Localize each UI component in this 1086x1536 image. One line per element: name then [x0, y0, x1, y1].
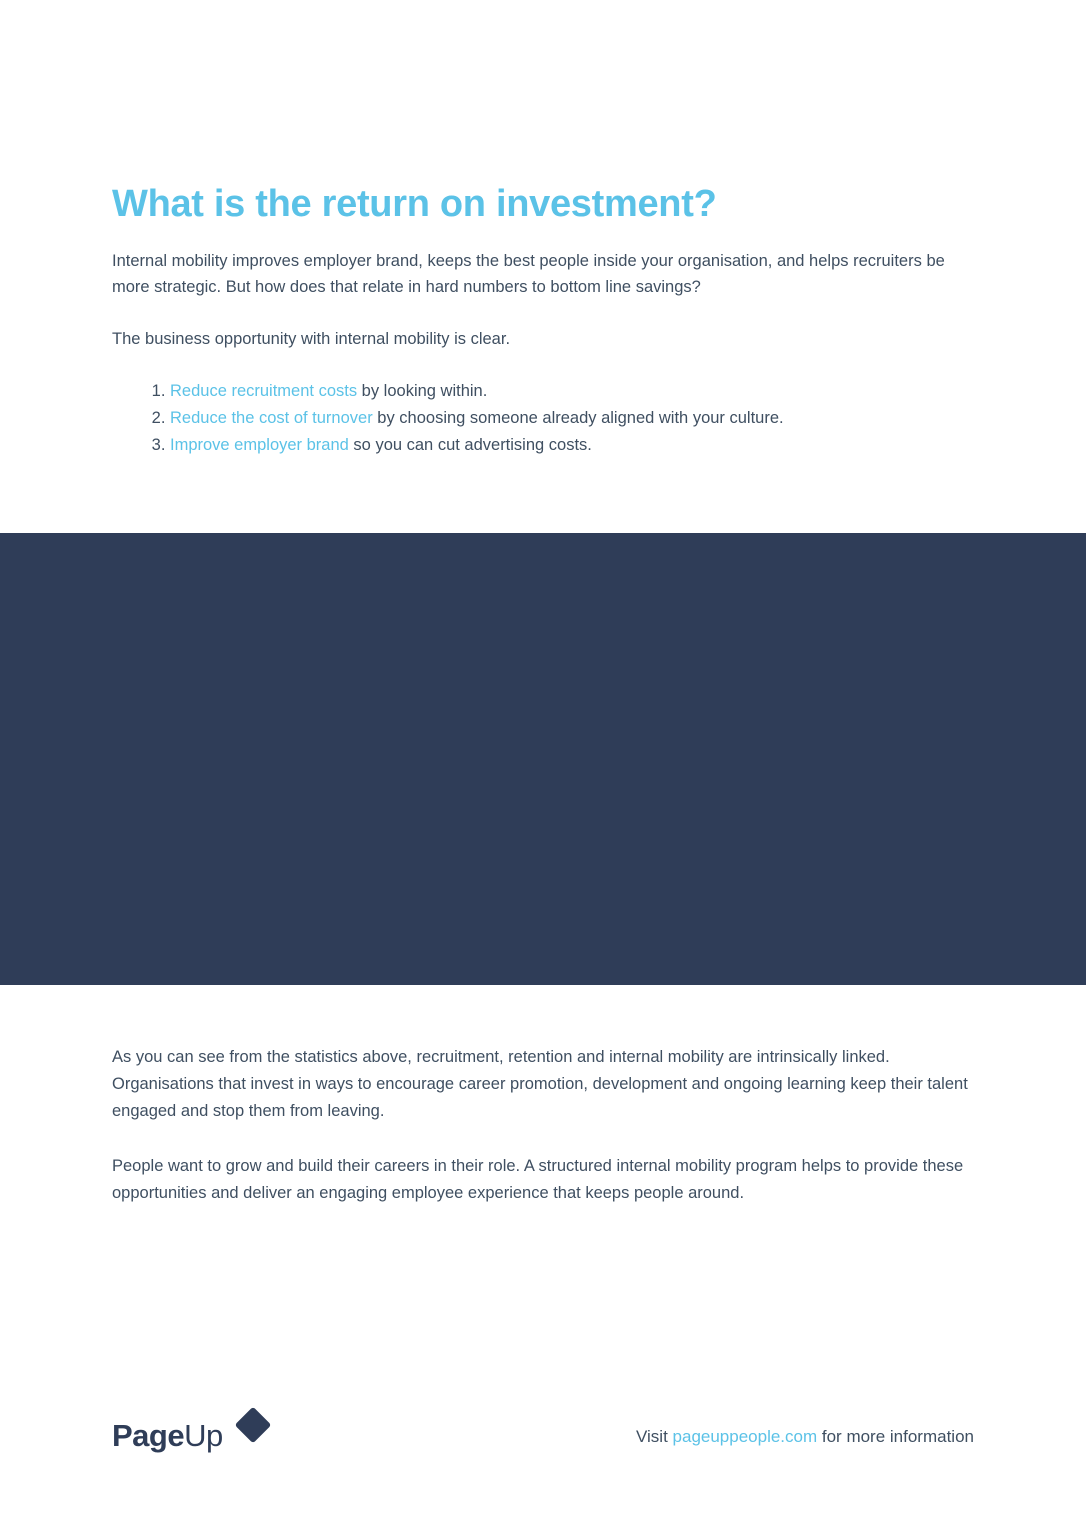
list-item [170, 378, 974, 405]
list-item-rest: so you can cut advertising costs. [348, 436, 592, 454]
visit-suffix: for more information [817, 1427, 974, 1446]
statistics-band [0, 533, 1086, 985]
list-item-rest: by looking within. [357, 382, 488, 400]
list-item-highlight: Reduce the cost of turnover [170, 409, 373, 427]
list-item-rest: by choosing someone already aligned with your culture. [372, 409, 784, 427]
outro-section [112, 1044, 992, 1235]
page-title: What is the return on investment? [112, 183, 717, 226]
logo-up-text: Up [184, 1418, 223, 1453]
intro-paragraph-1: Internal mobility improves employer brand, keeps the best people inside your organisation, and helps recruiters be more strategic. But how does that relate in hard numbers to bottom line savings? [112, 252, 945, 296]
list-item [170, 432, 974, 459]
intro-section [112, 248, 974, 459]
visit-line [636, 1427, 974, 1447]
visit-prefix: Visit [635, 1427, 673, 1446]
outro-paragraph-1: As you can see from the statistics above, recruitment, retention and internal mobility are intrinsically linked. Organisations that invest in ways to encourage career promotion, development and ongoing learning keep their talent engaged and stop them from leaving. [112, 1048, 968, 1120]
list-item-highlight: Improve employer brand [170, 436, 349, 454]
website-link[interactable]: pageuppeople.com [672, 1427, 818, 1446]
list-item-highlight: Reduce recruitment costs [170, 382, 358, 400]
logo-page-text: Page [112, 1418, 185, 1453]
intro-paragraph-2: The business opportunity with internal mobility is clear. [112, 330, 511, 348]
list-item [170, 405, 974, 432]
benefits-list [112, 378, 974, 459]
outro-paragraph-2: People want to grow and build their careers in their role. A structured internal mobility program helps to provide these opportunities and deliver an engaging employee experience that keeps people around. [112, 1157, 964, 1202]
logo-diamond-icon [235, 1407, 272, 1444]
pageup-logo [112, 1418, 223, 1454]
